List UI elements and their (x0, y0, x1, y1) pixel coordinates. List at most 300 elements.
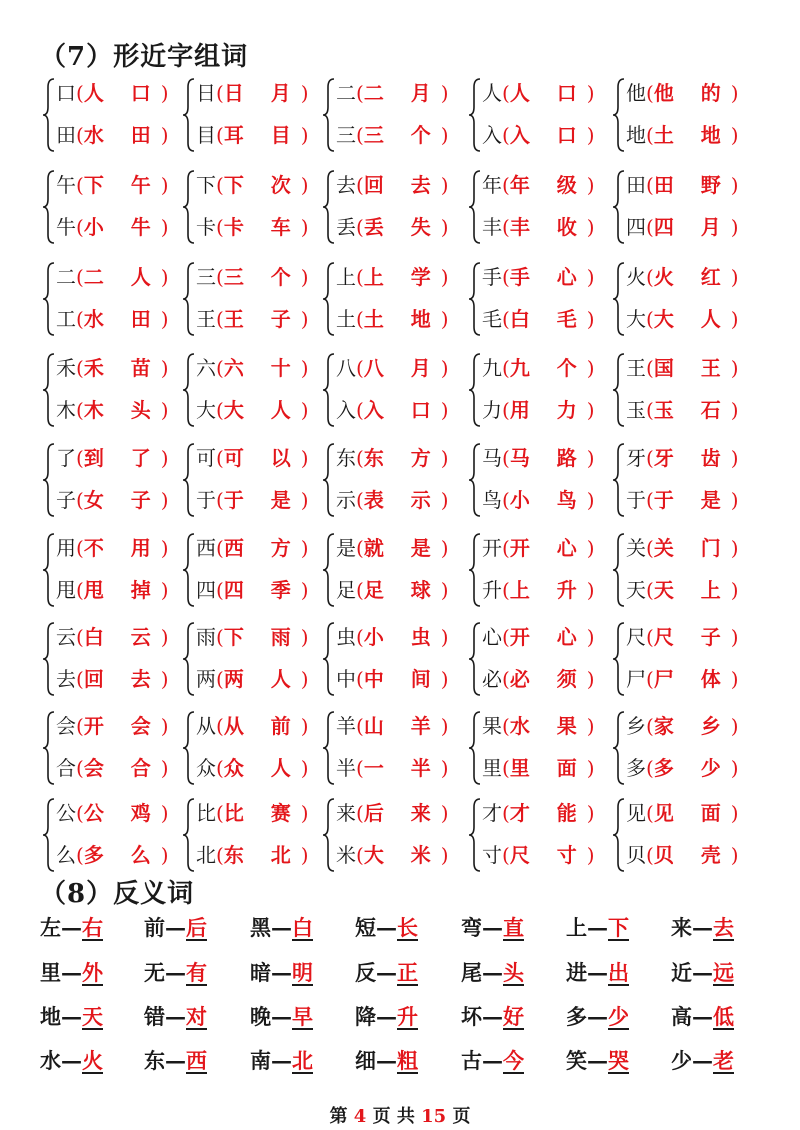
char-line (626, 570, 739, 610)
brace-icon (182, 532, 196, 608)
char-line (196, 390, 309, 430)
compound-word: 回 去 (363, 173, 441, 197)
base-character: 火 (626, 265, 646, 289)
close-paren: ) (160, 756, 169, 780)
close-paren: ) (440, 173, 449, 197)
open-paren: ( (646, 307, 654, 331)
compound-word: 才 能 (509, 801, 587, 825)
antonym-word: 水 (40, 1048, 61, 1073)
open-paren: ( (216, 625, 224, 649)
base-character: 入 (482, 123, 502, 147)
antonym-answer: 外 (82, 960, 103, 985)
close-paren: ) (300, 801, 309, 825)
antonym-answer: 有 (186, 960, 207, 985)
close-paren: ) (440, 667, 449, 691)
antonym-answer: 正 (397, 960, 418, 985)
base-character: 升 (482, 578, 502, 602)
char-line (56, 257, 169, 297)
close-paren: ) (586, 801, 595, 825)
char-line (482, 793, 595, 833)
char-line (626, 207, 739, 247)
antonym-dash: — (165, 1004, 186, 1029)
open-paren: ( (646, 488, 654, 512)
char-line (56, 390, 169, 430)
char-group (612, 617, 762, 705)
close-paren: ) (730, 123, 739, 147)
compound-word: 木 头 (83, 398, 161, 422)
base-character: 于 (626, 488, 646, 512)
close-paren: ) (440, 714, 449, 738)
brace-icon (612, 532, 626, 608)
char-line (196, 438, 309, 478)
char-group (42, 528, 192, 616)
compound-word: 大 人 (223, 398, 301, 422)
antonym-answer: 右 (82, 915, 103, 940)
antonym-dash: — (271, 1048, 292, 1073)
compound-word: 王 子 (223, 307, 301, 331)
base-character: 人 (482, 81, 502, 105)
close-paren: ) (160, 81, 169, 105)
open-paren: ( (76, 265, 84, 289)
char-group (182, 528, 332, 616)
antonym-answer: 远 (713, 960, 734, 985)
open-paren: ( (216, 446, 224, 470)
antonym-pair (40, 1045, 103, 1075)
char-line (336, 835, 449, 875)
char-line (482, 115, 595, 155)
char-line (626, 165, 739, 205)
open-paren: ( (646, 843, 654, 867)
compound-word: 足 球 (363, 578, 441, 602)
char-line (626, 748, 739, 788)
close-paren: ) (440, 123, 449, 147)
compound-word: 六 十 (223, 356, 301, 380)
open-paren: ( (646, 265, 654, 289)
antonym-pair (671, 912, 734, 942)
base-character: 牛 (56, 215, 76, 239)
antonym-answer: 长 (397, 915, 418, 940)
char-line (482, 438, 595, 478)
base-character: 东 (336, 446, 356, 470)
open-paren: ( (646, 756, 654, 780)
compound-word: 尺 寸 (509, 843, 587, 867)
open-paren: ( (502, 843, 510, 867)
close-paren: ) (160, 215, 169, 239)
antonym-dash: — (692, 960, 713, 985)
close-paren: ) (586, 307, 595, 331)
open-paren: ( (356, 667, 364, 691)
char-line (626, 480, 739, 520)
antonym-word: 尾 (461, 960, 482, 985)
char-line (196, 617, 309, 657)
char-line (196, 748, 309, 788)
open-paren: ( (216, 536, 224, 560)
compound-word: 水 果 (509, 714, 587, 738)
brace-icon (42, 710, 56, 786)
open-paren: ( (646, 536, 654, 560)
open-paren: ( (502, 307, 510, 331)
open-paren: ( (502, 215, 510, 239)
compound-word: 四 季 (223, 578, 301, 602)
open-paren: ( (216, 801, 224, 825)
antonym-word: 进 (566, 960, 587, 985)
base-character: 丢 (336, 215, 356, 239)
base-character: 乡 (626, 714, 646, 738)
antonym-dash: — (376, 960, 397, 985)
close-paren: ) (440, 536, 449, 560)
char-line (336, 390, 449, 430)
close-paren: ) (730, 714, 739, 738)
compound-word: 三 个 (363, 123, 441, 147)
compound-word: 小 虫 (363, 625, 441, 649)
base-character: 禾 (56, 356, 76, 380)
char-line (482, 207, 595, 247)
char-group (322, 165, 472, 253)
open-paren: ( (646, 667, 654, 691)
antonym-answer: 今 (503, 1048, 524, 1073)
open-paren: ( (76, 714, 84, 738)
antonym-answer: 对 (186, 1004, 207, 1029)
base-character: 大 (626, 307, 646, 331)
antonym-pair (144, 957, 207, 987)
antonym-pair (461, 912, 524, 942)
antonym-answer: 老 (713, 1048, 734, 1073)
close-paren: ) (440, 801, 449, 825)
base-character: 关 (626, 536, 646, 560)
char-line (56, 748, 169, 788)
char-line (56, 480, 169, 520)
compound-word: 小 牛 (83, 215, 161, 239)
base-character: 口 (56, 81, 76, 105)
open-paren: ( (502, 801, 510, 825)
antonym-pair (671, 1001, 734, 1031)
brace-icon (42, 621, 56, 697)
compound-word: 水 田 (83, 123, 161, 147)
char-line (56, 617, 169, 657)
open-paren: ( (356, 488, 364, 512)
base-character: 可 (196, 446, 216, 470)
brace-icon (612, 77, 626, 153)
compound-word: 山 羊 (363, 714, 441, 738)
open-paren: ( (646, 356, 654, 380)
close-paren: ) (160, 265, 169, 289)
char-line (336, 73, 449, 113)
antonym-dash: — (587, 960, 608, 985)
antonym-row (0, 1001, 800, 1041)
antonym-row (0, 1045, 800, 1085)
brace-icon (182, 797, 196, 873)
char-group (322, 438, 472, 526)
char-line (626, 835, 739, 875)
char-line (336, 348, 449, 388)
compound-word: 天 上 (653, 578, 731, 602)
char-group (322, 706, 472, 794)
antonym-word: 前 (144, 915, 165, 940)
close-paren: ) (440, 265, 449, 289)
brace-icon (42, 352, 56, 428)
compound-word: 尸 体 (653, 667, 731, 691)
base-character: 尺 (626, 625, 646, 649)
open-paren: ( (76, 578, 84, 602)
brace-icon (182, 442, 196, 518)
brace-icon (612, 621, 626, 697)
close-paren: ) (586, 173, 595, 197)
antonym-word: 南 (250, 1048, 271, 1073)
char-line (56, 207, 169, 247)
base-character: 么 (56, 843, 76, 867)
char-line (56, 570, 169, 610)
antonym-answer: 白 (292, 915, 313, 940)
antonym-answer: 下 (608, 915, 629, 940)
compound-word: 中 间 (363, 667, 441, 691)
base-character: 雨 (196, 625, 216, 649)
open-paren: ( (356, 265, 364, 289)
char-group (322, 73, 472, 161)
antonym-word: 少 (671, 1048, 692, 1073)
char-line (196, 706, 309, 746)
close-paren: ) (160, 123, 169, 147)
char-line (626, 659, 739, 699)
antonym-pair (355, 957, 418, 987)
brace-icon (612, 797, 626, 873)
close-paren: ) (300, 307, 309, 331)
section-7-title: （7）形近字组词 (40, 42, 249, 72)
brace-icon (612, 352, 626, 428)
base-character: 半 (336, 756, 356, 780)
compound-word: 两 人 (223, 667, 301, 691)
open-paren: ( (76, 398, 84, 422)
close-paren: ) (160, 398, 169, 422)
close-paren: ) (586, 843, 595, 867)
open-paren: ( (76, 843, 84, 867)
close-paren: ) (160, 801, 169, 825)
char-line (196, 480, 309, 520)
char-line (336, 257, 449, 297)
compound-word: 到 了 (83, 446, 161, 470)
base-character: 目 (196, 123, 216, 147)
base-character: 开 (482, 536, 502, 560)
compound-word: 人 口 (509, 81, 587, 105)
brace-icon (468, 352, 482, 428)
open-paren: ( (216, 578, 224, 602)
compound-word: 用 力 (509, 398, 587, 422)
base-character: 公 (56, 801, 76, 825)
compound-word: 就 是 (363, 536, 441, 560)
base-character: 王 (196, 307, 216, 331)
close-paren: ) (586, 265, 595, 289)
antonym-pair (566, 1001, 629, 1031)
compound-word: 不 用 (83, 536, 161, 560)
open-paren: ( (356, 446, 364, 470)
antonym-word: 晚 (250, 1004, 271, 1029)
antonym-dash: — (271, 960, 292, 985)
base-character: 三 (196, 265, 216, 289)
antonym-word: 弯 (461, 915, 482, 940)
open-paren: ( (356, 307, 364, 331)
antonym-pair (355, 1001, 418, 1031)
char-group (612, 348, 762, 436)
antonym-pair (566, 1045, 629, 1075)
antonym-word: 东 (144, 1048, 165, 1073)
close-paren: ) (730, 801, 739, 825)
antonym-answer: 后 (186, 915, 207, 940)
open-paren: ( (646, 714, 654, 738)
compound-word: 白 云 (83, 625, 161, 649)
close-paren: ) (300, 173, 309, 197)
char-group (612, 706, 762, 794)
antonym-answer: 去 (713, 915, 734, 940)
antonym-dash: — (376, 1048, 397, 1073)
open-paren: ( (646, 625, 654, 649)
open-paren: ( (646, 446, 654, 470)
char-group (468, 348, 618, 436)
antonym-row (0, 957, 800, 997)
char-line (482, 257, 595, 297)
close-paren: ) (300, 265, 309, 289)
base-character: 手 (482, 265, 502, 289)
base-character: 王 (626, 356, 646, 380)
compound-word: 甩 掉 (83, 578, 161, 602)
open-paren: ( (356, 123, 364, 147)
close-paren: ) (730, 265, 739, 289)
char-line (482, 835, 595, 875)
antonym-word: 多 (566, 1004, 587, 1029)
base-character: 丰 (482, 215, 502, 239)
char-line (196, 659, 309, 699)
antonym-answer: 早 (292, 1004, 313, 1029)
antonym-dash: — (482, 960, 503, 985)
open-paren: ( (216, 756, 224, 780)
base-character: 多 (626, 756, 646, 780)
compound-word: 牙 齿 (653, 446, 731, 470)
base-character: 会 (56, 714, 76, 738)
close-paren: ) (730, 488, 739, 512)
compound-word: 八 月 (363, 356, 441, 380)
compound-word: 白 毛 (509, 307, 587, 331)
brace-icon (612, 261, 626, 337)
section-8-title: （8）反义词 (40, 879, 195, 909)
brace-icon (42, 77, 56, 153)
antonym-pair (566, 957, 629, 987)
brace-icon (468, 261, 482, 337)
close-paren: ) (586, 578, 595, 602)
open-paren: ( (76, 801, 84, 825)
char-group (182, 165, 332, 253)
open-paren: ( (502, 173, 510, 197)
close-paren: ) (586, 356, 595, 380)
base-character: 毛 (482, 307, 502, 331)
brace-icon (322, 442, 336, 518)
brace-icon (182, 77, 196, 153)
char-line (56, 793, 169, 833)
footer-suffix: 页 (452, 1106, 471, 1127)
base-character: 地 (626, 123, 646, 147)
base-character: 北 (196, 843, 216, 867)
brace-icon (182, 261, 196, 337)
antonym-pair (40, 912, 103, 942)
compound-word: 卡 车 (223, 215, 301, 239)
compound-word: 日 月 (223, 81, 301, 105)
char-line (626, 793, 739, 833)
close-paren: ) (440, 398, 449, 422)
open-paren: ( (646, 578, 654, 602)
char-group (42, 617, 192, 705)
base-character: 甩 (56, 578, 76, 602)
open-paren: ( (216, 123, 224, 147)
char-group (42, 706, 192, 794)
compound-word: 下 雨 (223, 625, 301, 649)
base-character: 四 (626, 215, 646, 239)
close-paren: ) (300, 536, 309, 560)
compound-word: 二 月 (363, 81, 441, 105)
compound-word: 开 心 (509, 536, 587, 560)
brace-icon (468, 797, 482, 873)
base-character: 比 (196, 801, 216, 825)
brace-icon (468, 621, 482, 697)
base-character: 卡 (196, 215, 216, 239)
compound-word: 女 子 (83, 488, 161, 512)
compound-word: 关 门 (653, 536, 731, 560)
base-character: 尸 (626, 667, 646, 691)
close-paren: ) (300, 625, 309, 649)
close-paren: ) (586, 714, 595, 738)
antonym-dash: — (61, 960, 82, 985)
open-paren: ( (76, 356, 84, 380)
char-line (56, 299, 169, 339)
brace-icon (468, 442, 482, 518)
base-character: 去 (56, 667, 76, 691)
antonym-word: 地 (40, 1004, 61, 1029)
base-character: 三 (336, 123, 356, 147)
compound-word: 入 口 (363, 398, 441, 422)
char-line (482, 390, 595, 430)
char-line (196, 528, 309, 568)
antonym-word: 暗 (250, 960, 271, 985)
close-paren: ) (300, 398, 309, 422)
base-character: 是 (336, 536, 356, 560)
brace-icon (322, 710, 336, 786)
open-paren: ( (76, 756, 84, 780)
antonym-dash: — (271, 1004, 292, 1029)
antonym-answer: 升 (397, 1004, 418, 1029)
brace-icon (42, 532, 56, 608)
open-paren: ( (502, 446, 510, 470)
char-line (196, 570, 309, 610)
compound-word: 禾 苗 (83, 356, 161, 380)
open-paren: ( (502, 536, 510, 560)
open-paren: ( (502, 667, 510, 691)
compound-word: 手 心 (509, 265, 587, 289)
antonym-word: 反 (355, 960, 376, 985)
compound-word: 三 个 (223, 265, 301, 289)
close-paren: ) (160, 173, 169, 197)
close-paren: ) (160, 536, 169, 560)
close-paren: ) (586, 123, 595, 147)
char-line (626, 115, 739, 155)
open-paren: ( (356, 173, 364, 197)
antonym-dash: — (482, 1004, 503, 1029)
antonym-pair (144, 912, 207, 942)
char-line (482, 299, 595, 339)
char-line (626, 73, 739, 113)
open-paren: ( (646, 173, 654, 197)
antonym-dash: — (692, 1004, 713, 1029)
brace-icon (468, 710, 482, 786)
char-group (182, 706, 332, 794)
close-paren: ) (586, 667, 595, 691)
compound-word: 下 次 (223, 173, 301, 197)
close-paren: ) (300, 578, 309, 602)
